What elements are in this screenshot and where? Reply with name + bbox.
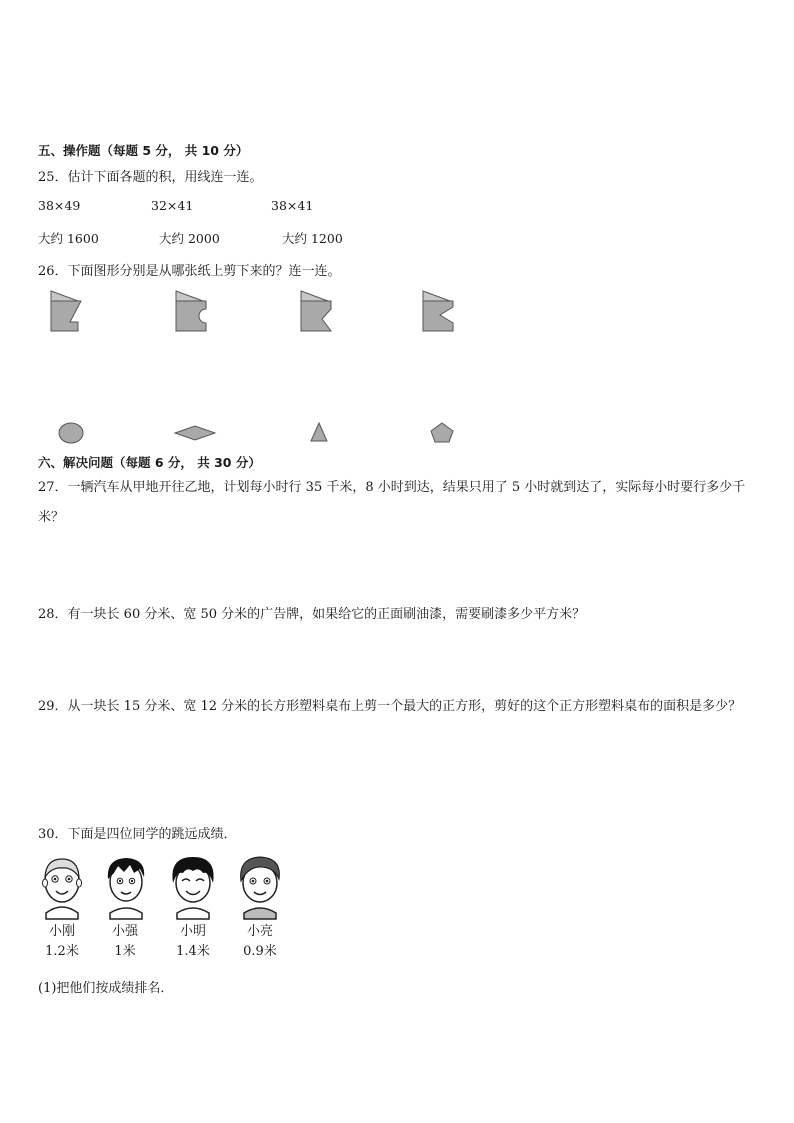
folded-paper-icon	[420, 289, 456, 333]
student-name: 小刚	[48, 924, 75, 939]
student-score: 1.4米	[176, 944, 210, 959]
student-score: 1米	[114, 944, 136, 959]
estimate-3: 大约 1200	[282, 231, 343, 246]
question-26-text: 26．下面图形分别是从哪张纸上剪下来的？连一连。	[38, 264, 341, 279]
section-five-heading: 五、操作题（每题 5 分， 共 10 分）	[38, 143, 249, 158]
question-30-sub-1: (1)把他们按成绩排名．	[38, 981, 174, 996]
rhombus-icon	[174, 424, 216, 442]
student-name: 小明	[179, 924, 206, 939]
estimate-1: 大约 1600	[38, 231, 99, 246]
product-3: 38×41	[271, 198, 314, 213]
folded-paper-icon	[173, 289, 209, 333]
product-2: 32×41	[151, 198, 194, 213]
product-1: 38×49	[38, 198, 81, 213]
circle-icon	[58, 422, 86, 446]
student-xiaoming-avatar	[165, 853, 221, 921]
student-xiaogang-avatar	[36, 853, 88, 921]
question-25-text: 25．估计下面各题的积，用线连一连。	[38, 170, 263, 185]
folded-paper-icon	[298, 289, 334, 333]
student-name: 小强	[111, 924, 138, 939]
student-score: 1.2米	[45, 944, 79, 959]
estimate-2: 大约 2000	[159, 231, 220, 246]
folded-paper-icon	[48, 289, 84, 333]
student-xiaoliang-avatar	[232, 853, 288, 921]
question-29-text: 29．从一块长 15 分米、宽 12 分米的长方形塑料桌布上剪一个最大的正方形，剪好的这个正方形塑料桌布的面积是多少？	[38, 699, 742, 714]
student-xiaoqiang-avatar	[100, 853, 152, 921]
pentagon-icon	[430, 422, 454, 444]
question-30-text: 30．下面是四位同学的跳远成绩．	[38, 827, 237, 842]
section-six-heading: 六、解决问题（每题 6 分， 共 30 分）	[38, 455, 261, 470]
student-score: 0.9米	[243, 944, 277, 959]
question-28-text: 28．有一块长 60 分米、宽 50 分米的广告牌，如果给它的正面刷油漆，需要刷漆多少平方米？	[38, 607, 586, 622]
student-name: 小亮	[246, 924, 273, 939]
question-27-text: 27．一辆汽车从甲地开往乙地，计划每小时行 35 千米，8 小时到达，结果只用了 5 小时就到达了，实际每小时要行多少千米？	[38, 480, 746, 525]
triangle-icon	[309, 421, 329, 443]
